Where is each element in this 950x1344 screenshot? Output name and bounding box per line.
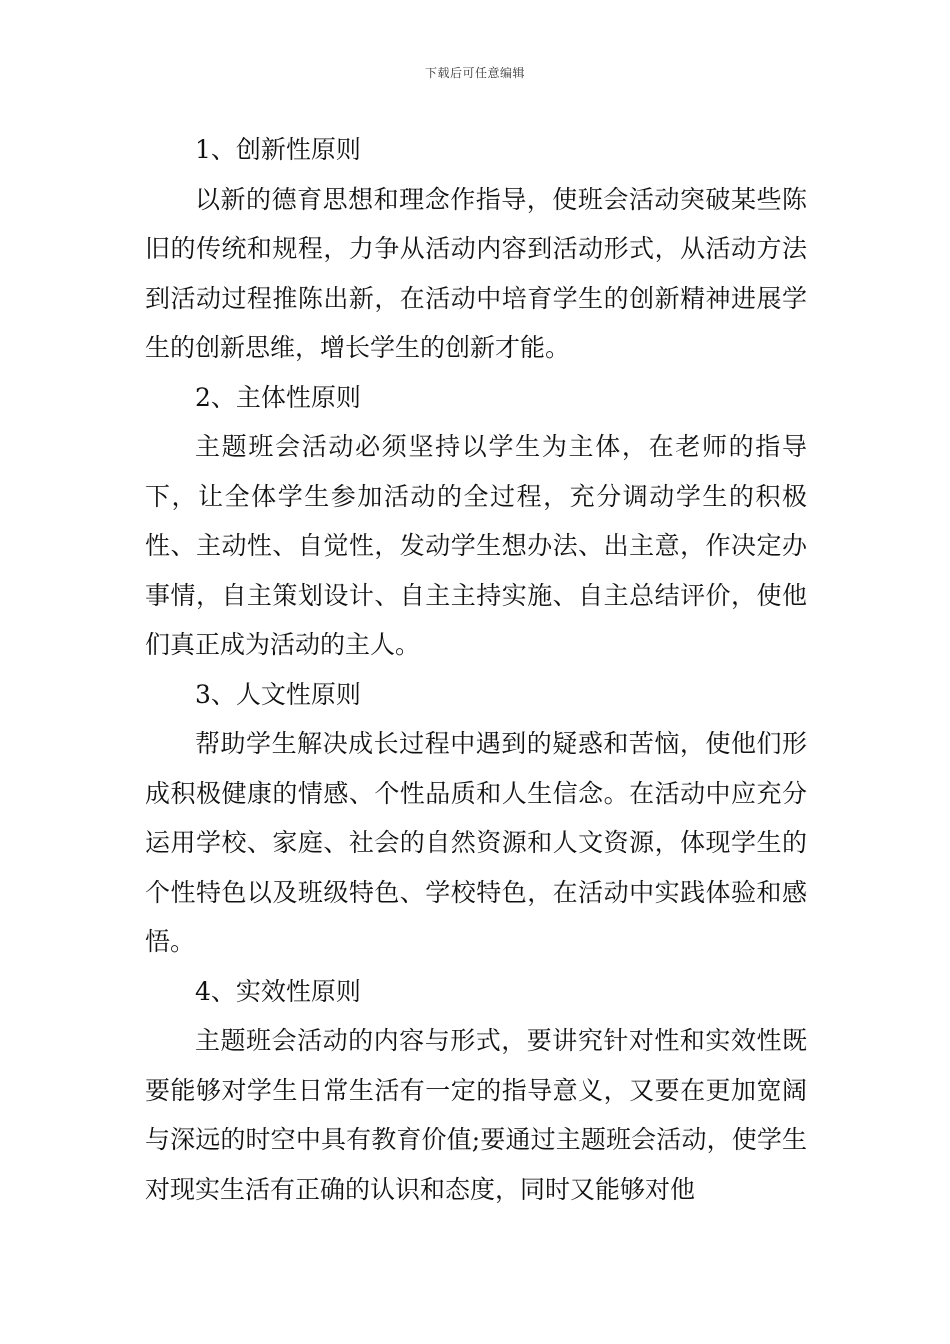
section-4-body: 主题班会活动的内容与形式，要讲究针对性和实效性既要能够对学生日常生活有一定的指导意义，又要在更加宽阔与深远的时空中具有教育价值;要通过主题班会活动，使学生对现实生活有正确的认识和态度，同时又能够对他 [145,1026,807,1204]
section-1-heading: 1、创新性原则 [195,135,361,164]
section-3-body: 帮助学生解决成长过程中遇到的疑惑和苦恼，使他们形成积极健康的情感、个性品质和人生信念。在活动中应充分运用学校、家庭、社会的自然资源和人文资源，体现学生的个性特色以及班级特色、学校特色，在活动中实践体验和感悟。 [145,729,807,956]
section-4-heading: 4、实效性原则 [195,976,361,1006]
document-body [145,125,807,1214]
page-header: 下载后可任意编辑 [424,66,525,80]
section-2-heading: 2、主体性原则 [195,382,361,412]
section-3-heading: 3、人文性原则 [195,679,361,709]
section-2-body: 主题班会活动必须坚持以学生为主体，在老师的指导下，让全体学生参加活动的全过程，充分调动学生的积极性、主动性、自觉性，发动学生想办法、出主意，作决定办事情，自主策划设计、自主主持实施、自主总结评价，使他们真正成为活动的主人。 [145,432,807,659]
section-1-body: 以新的德育思想和理念作指导，使班会活动突破某些陈旧的传统和规程，力争从活动内容到活动形式，从活动方法到活动过程推陈出新，在活动中培育学生的创新精神进展学生的创新思维，增长学生的创新才能。 [145,184,807,362]
